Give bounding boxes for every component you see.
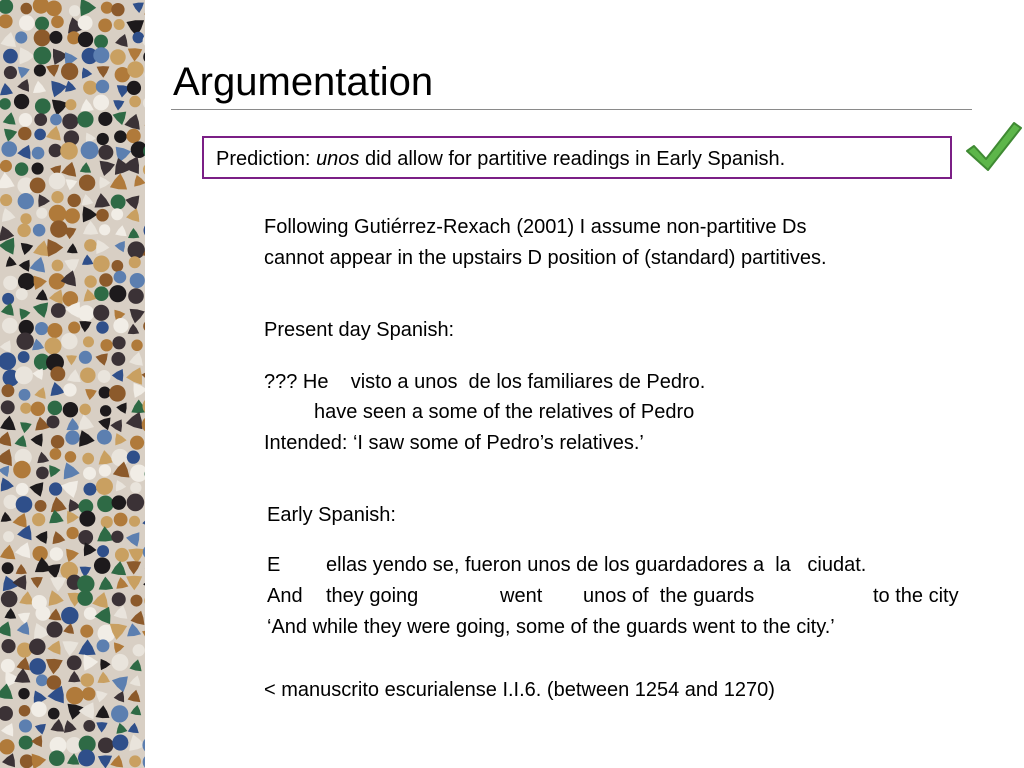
- source-rest: ellas yendo se, fueron unos de los guardadores a la ciudat.: [326, 554, 867, 576]
- mosaic-decoration: [0, 0, 145, 768]
- early-example-gloss: [267, 584, 1024, 608]
- present-example-line-1: ??? He visto a unos de los familiares de Pedro.: [264, 371, 706, 393]
- present-heading: Present day Spanish:: [264, 319, 455, 341]
- early-heading: Early Spanish:: [267, 504, 396, 526]
- check-mark-icon: [964, 119, 1024, 173]
- assumption-line-1: Following Gutiérrez-Rexach (2001) I assume non-partitive Ds: [264, 216, 807, 238]
- assumption-line-2: cannot appear in the upstairs D position of (standard) partitives.: [264, 247, 827, 269]
- prediction-emph: unos: [316, 148, 360, 170]
- citation: < manuscrito escurialense I.I.6. (between 1254 and 1270): [264, 679, 775, 701]
- prediction-prefix: Prediction:: [216, 148, 317, 170]
- prediction-text: [216, 147, 785, 171]
- gloss-unos-guards: unos of the guards: [583, 585, 755, 607]
- gloss-and: And: [267, 585, 303, 607]
- present-example-intended: Intended: ‘I saw some of Pedro’s relatives.’: [264, 432, 644, 454]
- prediction-suffix: did allow for partitive readings in Early Spanish.: [359, 148, 786, 170]
- slide-title: Argumentation: [173, 60, 434, 104]
- gloss-went: went: [500, 585, 543, 607]
- present-example-gloss: have seen a some of the relatives of Pedro: [314, 401, 695, 423]
- gloss-they-going: they going: [326, 585, 419, 607]
- gloss-to-city: to the city: [873, 585, 959, 607]
- early-example-source: [267, 553, 1024, 577]
- source-word-e: E: [267, 554, 281, 576]
- title-underline: [171, 109, 972, 110]
- prediction-box: [202, 136, 952, 179]
- early-example-translation: ‘And while they were going, some of the guards went to the city.’: [267, 616, 835, 638]
